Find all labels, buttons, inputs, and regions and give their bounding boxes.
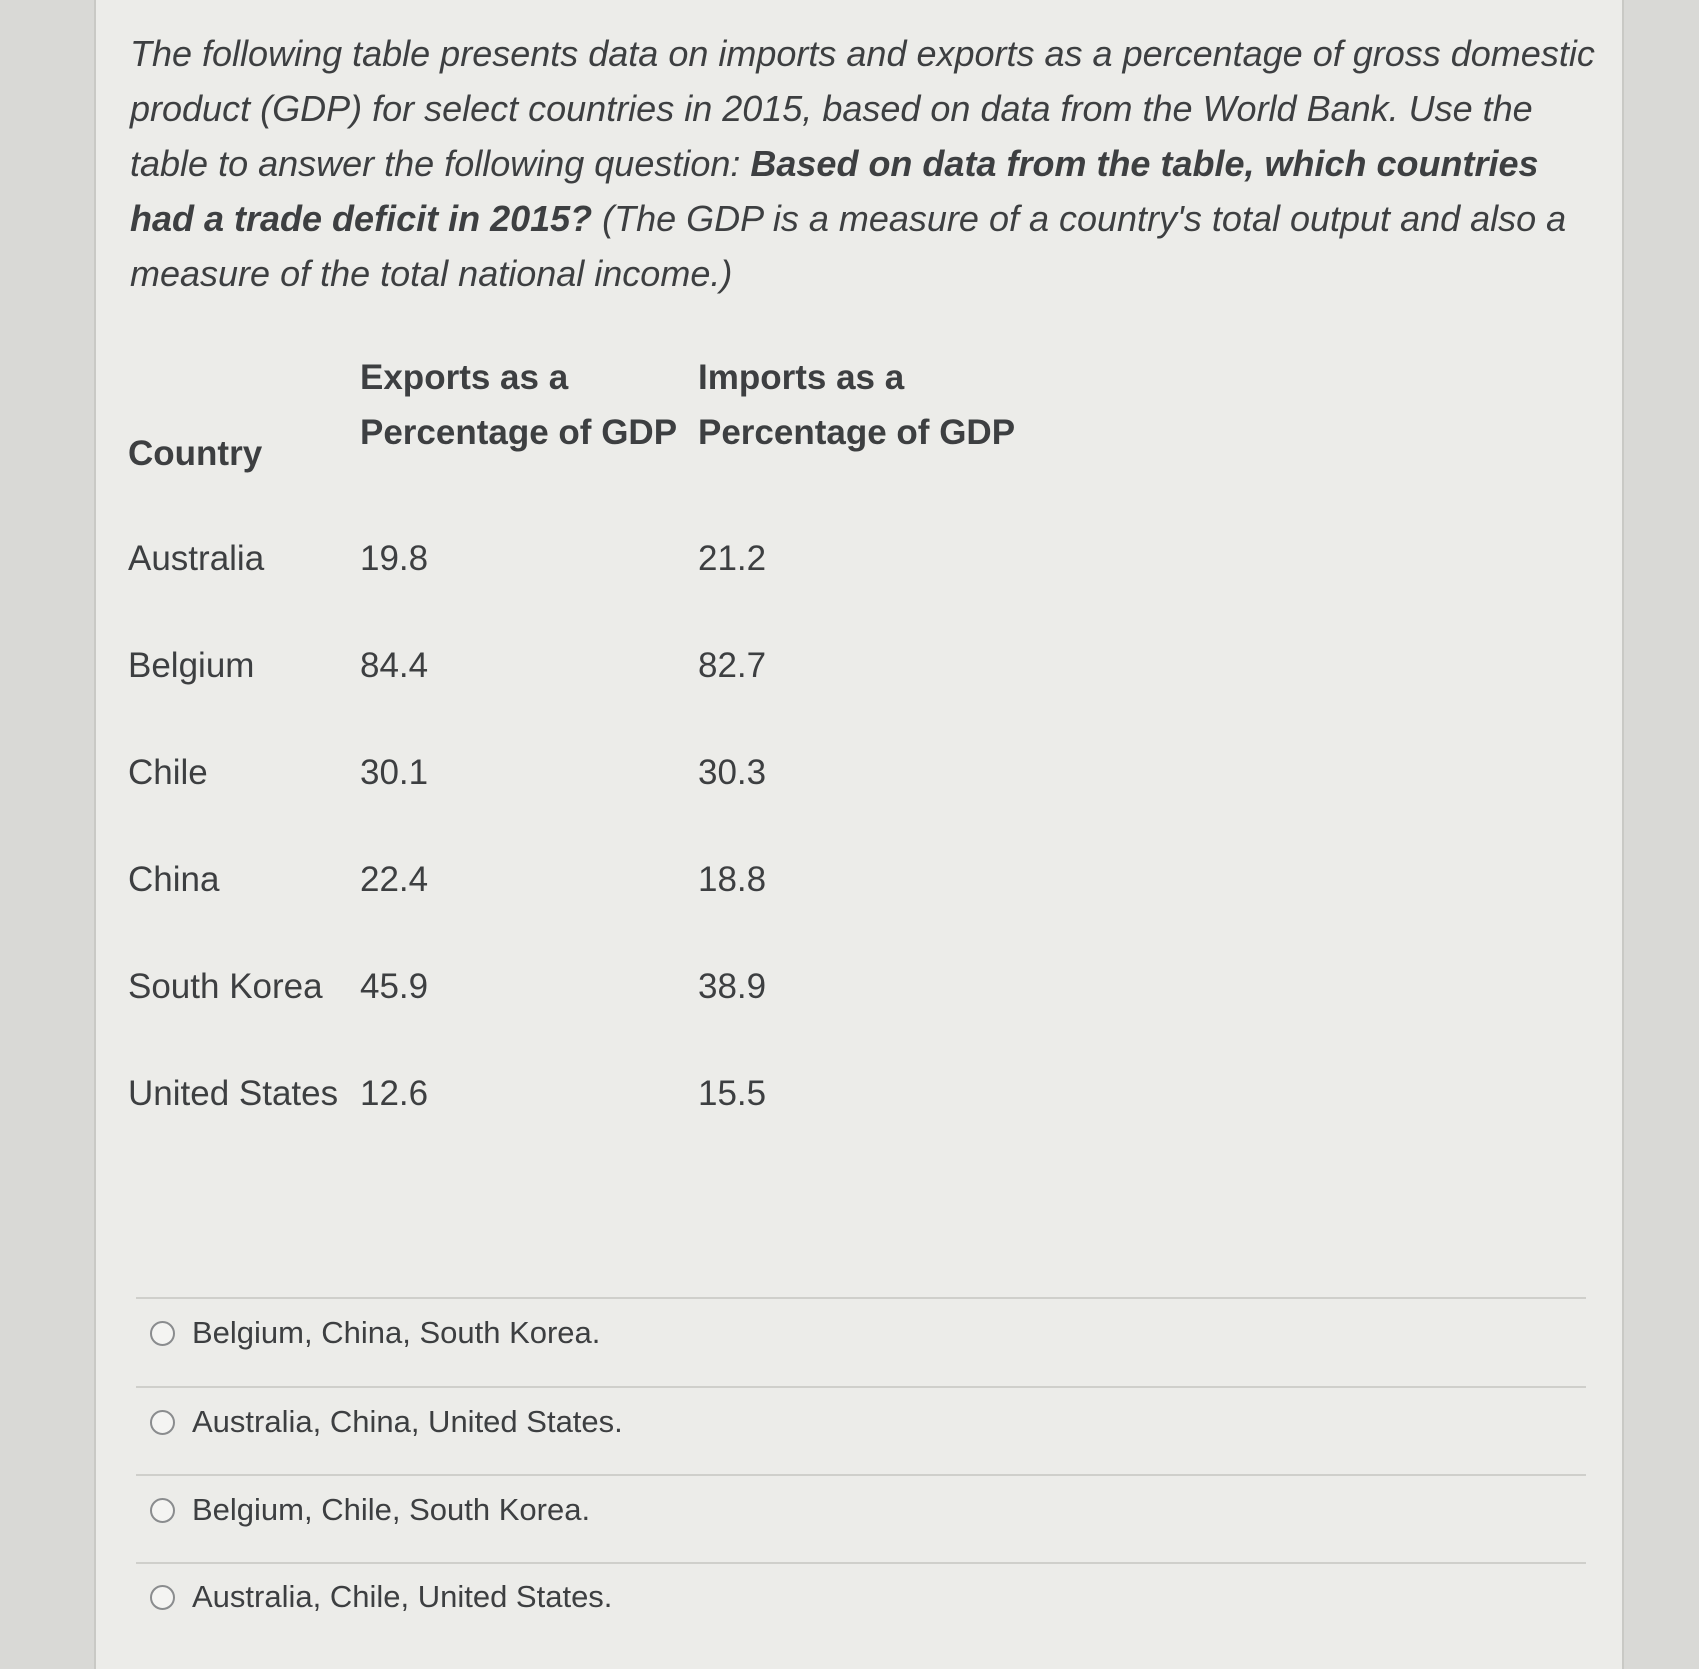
answer-choice-label: Australia, China, United States. [192, 1404, 623, 1439]
answer-choice-3[interactable] [150, 1492, 590, 1528]
header-imports-line2: Percentage of GDP [698, 413, 1016, 452]
choice-divider [136, 1297, 1586, 1299]
header-exports-line2: Percentage of GDP [360, 413, 678, 452]
cell-country: Belgium [128, 645, 255, 685]
cell-exports: 45.9 [360, 966, 429, 1006]
radio-button[interactable] [150, 1321, 175, 1346]
cell-imports: 38.9 [698, 966, 767, 1006]
table-row [128, 612, 1028, 719]
cell-exports: 19.8 [360, 538, 429, 578]
question-note: (The GDP is a measure of a country's total output and also a measure of the total national income.) [130, 198, 1567, 294]
cell-imports: 18.8 [698, 859, 767, 899]
cell-country: Australia [128, 538, 265, 578]
table-row [128, 826, 1028, 933]
answer-choice-label: Australia, Chile, United States. [192, 1579, 613, 1614]
choice-divider [136, 1562, 1586, 1564]
cell-exports: 12.6 [360, 1073, 429, 1113]
header-exports-line1: Exports as a [360, 358, 569, 397]
cell-exports: 22.4 [360, 859, 429, 899]
radio-button[interactable] [150, 1585, 175, 1610]
table-header-row [128, 350, 1028, 485]
table-row [128, 933, 1028, 1040]
choice-divider [136, 1474, 1586, 1476]
cell-country: Chile [128, 752, 208, 792]
header-exports [360, 350, 698, 485]
header-country: Country [128, 434, 263, 473]
cell-country: China [128, 859, 220, 899]
header-imports-line1: Imports as a [698, 358, 905, 397]
trade-table [128, 350, 1028, 1147]
radio-button[interactable] [150, 1498, 175, 1523]
cell-imports: 15.5 [698, 1073, 767, 1113]
table-row [128, 1040, 1028, 1147]
answer-choice-4[interactable] [150, 1579, 612, 1615]
cell-imports: 30.3 [698, 752, 767, 792]
question-intro: The following table presents data on imports and exports as a percentage of gross domestic product (GDP) for select countries in 2015, based on data from the World Bank. Use the table to answer the following question: [130, 33, 1595, 184]
table-row [128, 719, 1028, 826]
cell-country: South Korea [128, 966, 323, 1006]
answer-choice-2[interactable] [150, 1404, 623, 1440]
question-card [94, 0, 1624, 1669]
header-imports [698, 350, 1028, 485]
answer-choice-1[interactable] [150, 1315, 600, 1351]
table-row [128, 485, 1028, 612]
question-text [130, 26, 1610, 301]
cell-imports: 82.7 [698, 645, 767, 685]
answer-choice-label: Belgium, Chile, South Korea. [192, 1492, 591, 1527]
question-emphasis: Based on data from the table, which countries had a trade deficit in 2015? [130, 143, 1539, 239]
cell-exports: 84.4 [360, 645, 429, 685]
radio-button[interactable] [150, 1410, 175, 1435]
choice-divider [136, 1386, 1586, 1388]
cell-exports: 30.1 [360, 752, 429, 792]
cell-country: United States [128, 1073, 339, 1113]
answer-choice-label: Belgium, China, South Korea. [192, 1315, 601, 1350]
cell-imports: 21.2 [698, 538, 767, 578]
